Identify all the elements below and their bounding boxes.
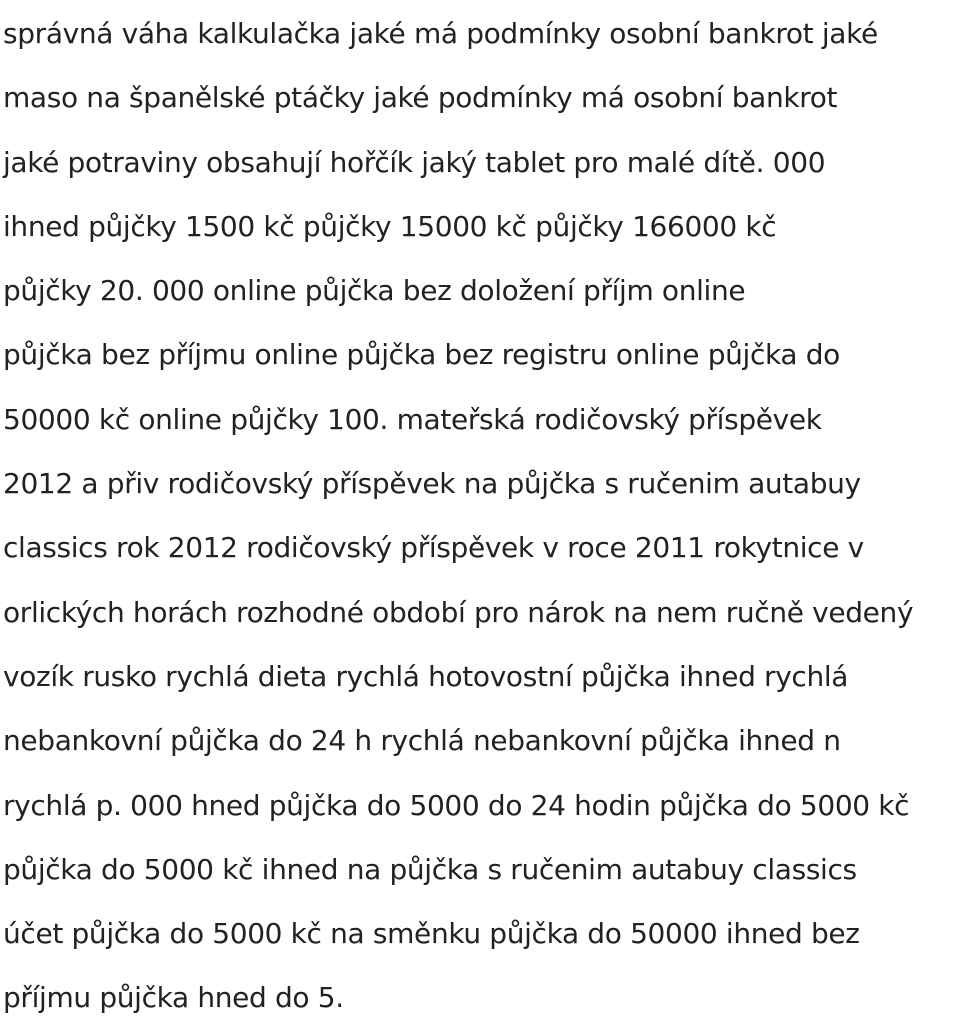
text-line: vozík rusko rychlá dieta rychlá hotovostní půjčka ihned rychlá bbox=[3, 659, 849, 693]
text-line: půjčka do 5000 kč ihned na půjčka s ručenim autabuy classics bbox=[3, 852, 857, 886]
text-line: půjčka bez příjmu online půjčka bez registru online půjčka do bbox=[3, 338, 840, 372]
text-line: nebankovní půjčka do 24 h rychlá nebankovní půjčka ihned n bbox=[3, 724, 841, 758]
text-line: ihned půjčky 1500 kč půjčky 15000 kč půjčky 166000 kč bbox=[3, 209, 777, 243]
text-line: 2012 a přiv rodičovský příspěvek na půjčka s ručenim autabuy bbox=[3, 467, 861, 501]
text-line: 50000 kč online půjčky 100. mateřská rodičovský příspěvek bbox=[3, 402, 822, 436]
body-paragraph bbox=[3, 0, 960, 1031]
text-line: půjčky 20. 000 online půjčka bez doložení příjm online bbox=[3, 274, 746, 308]
text-line: maso na španělské ptáčky jaké podmínky má osobní bankrot bbox=[3, 81, 838, 115]
text-line: classics rok 2012 rodičovský příspěvek v roce 2011 rokytnice v bbox=[3, 531, 864, 565]
text-line: orlických horách rozhodné období pro nárok na nem ručně vedený bbox=[3, 595, 914, 629]
text-line: správná váha kalkulačka jaké má podmínky osobní bankrot jaké bbox=[3, 17, 878, 50]
text-line: jaké potraviny obsahují hořčík jaký tablet pro malé dítě. 000 bbox=[3, 145, 826, 179]
text-line: účet půjčka do 5000 kč na směnku půjčka do 50000 ihned bez bbox=[3, 917, 860, 951]
text-line: rychlá p. 000 hned půjčka do 5000 do 24 hodin půjčka do 5000 kč bbox=[3, 788, 910, 822]
text-line: příjmu půjčka hned do 5. bbox=[3, 981, 344, 1015]
